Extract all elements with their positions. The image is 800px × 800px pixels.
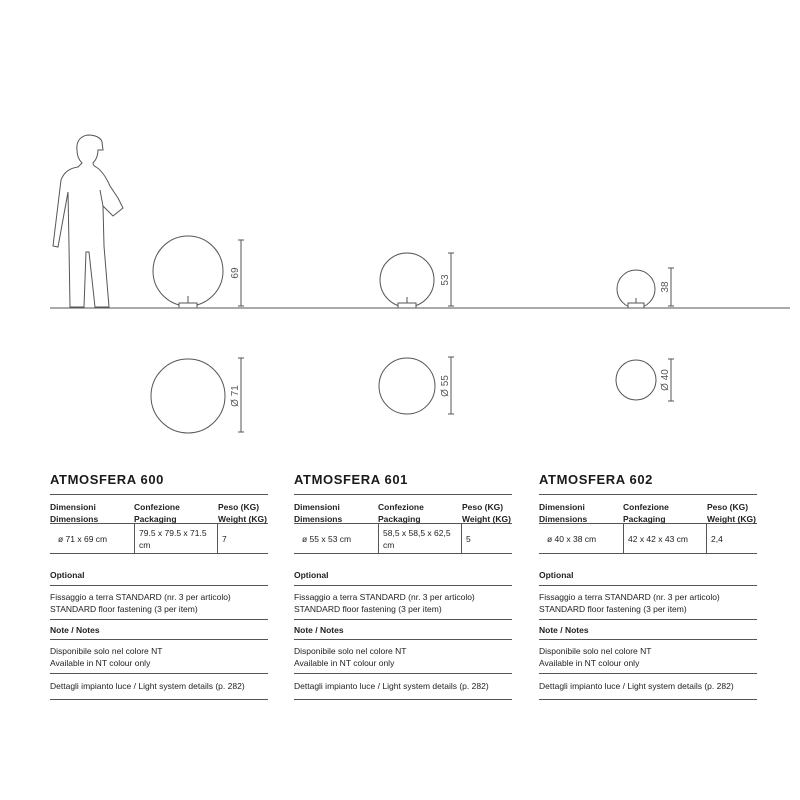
weight-header: Peso (KG) Weight (KG) xyxy=(707,502,756,524)
optional-text: Fissaggio a terra STANDARD (nr. 3 per articolo) STANDARD floor fastening (3 per item) xyxy=(50,586,268,620)
notes-text: Disponibile solo nel colore NT Available in NT colour only xyxy=(539,640,757,674)
light-system-details: Dettagli impianto luce / Light system details (p. 282) xyxy=(50,674,268,700)
weight-header: Peso (KG) Weight (KG) xyxy=(218,502,267,524)
lamp-600-base xyxy=(179,303,197,308)
packaging-header: Confezione Packaging xyxy=(623,502,669,524)
lamp-600-diameter-label: Ø 71 xyxy=(230,385,241,407)
weight-value: 7 xyxy=(222,533,227,544)
dimensions-value: ø 40 x 38 cm xyxy=(547,533,597,544)
product-block-601 xyxy=(294,470,512,700)
packaging-value: 58,5 x 58,5 x 62,5 cm xyxy=(378,524,462,554)
product-block-600 xyxy=(50,470,268,700)
packaging-header: Confezione Packaging xyxy=(378,502,424,524)
packaging-value: 42 x 42 x 43 cm xyxy=(623,524,707,554)
weight-value: 2,4 xyxy=(711,533,723,544)
dimensions-value: ø 71 x 69 cm xyxy=(58,533,108,544)
product-block-602 xyxy=(539,470,757,700)
lamp-602-top-view xyxy=(616,360,656,400)
spec-table-header xyxy=(50,494,268,524)
dimensions-header: Dimensioni Dimensions xyxy=(539,502,588,524)
notes-text: Disponibile solo nel colore NT Available in NT colour only xyxy=(294,640,512,674)
optional-text: Fissaggio a terra STANDARD (nr. 3 per articolo) STANDARD floor fastening (3 per item) xyxy=(294,586,512,620)
spec-table-header xyxy=(539,494,757,524)
packaging-value: 79.5 x 79.5 x 71.5 cm xyxy=(134,524,218,554)
light-system-details: Dettagli impianto luce / Light system details (p. 282) xyxy=(294,674,512,700)
weight-value: 5 xyxy=(466,533,471,544)
spec-table-row xyxy=(539,524,757,554)
optional-heading: Optional xyxy=(50,564,268,586)
dimensions-header: Dimensioni Dimensions xyxy=(294,502,343,524)
product-title: ATMOSFERA 601 xyxy=(294,472,408,487)
lamp-600-height-label: 69 xyxy=(230,267,241,279)
lamp-602-base xyxy=(628,303,644,308)
lamp-601-top-view xyxy=(379,358,435,414)
lamp-602-height-label: 38 xyxy=(660,281,671,293)
dimensions-header: Dimensioni Dimensions xyxy=(50,502,99,524)
lamp-600-side-view xyxy=(153,236,223,306)
lamp-601-base xyxy=(398,303,416,308)
dimensions-value: ø 55 x 53 cm xyxy=(302,533,352,544)
notes-text: Disponibile solo nel colore NT Available in NT colour only xyxy=(50,640,268,674)
optional-text: Fissaggio a terra STANDARD (nr. 3 per articolo) STANDARD floor fastening (3 per item) xyxy=(539,586,757,620)
human-scale-figure xyxy=(53,135,123,307)
spec-table-header xyxy=(294,494,512,524)
lamp-602-diameter-label: Ø 40 xyxy=(660,369,671,391)
lamp-601-diameter-label: Ø 55 xyxy=(440,375,451,397)
spec-table-row xyxy=(294,524,512,554)
lamp-600-top-view xyxy=(151,359,225,433)
notes-heading: Note / Notes xyxy=(294,620,512,640)
notes-heading: Note / Notes xyxy=(539,620,757,640)
optional-heading: Optional xyxy=(539,564,757,586)
optional-heading: Optional xyxy=(294,564,512,586)
notes-heading: Note / Notes xyxy=(50,620,268,640)
packaging-header: Confezione Packaging xyxy=(134,502,180,524)
lamp-601-height-label: 53 xyxy=(440,274,451,286)
product-title: ATMOSFERA 602 xyxy=(539,472,653,487)
product-title: ATMOSFERA 600 xyxy=(50,472,164,487)
light-system-details: Dettagli impianto luce / Light system details (p. 282) xyxy=(539,674,757,700)
weight-header: Peso (KG) Weight (KG) xyxy=(462,502,511,524)
spec-table-row xyxy=(50,524,268,554)
